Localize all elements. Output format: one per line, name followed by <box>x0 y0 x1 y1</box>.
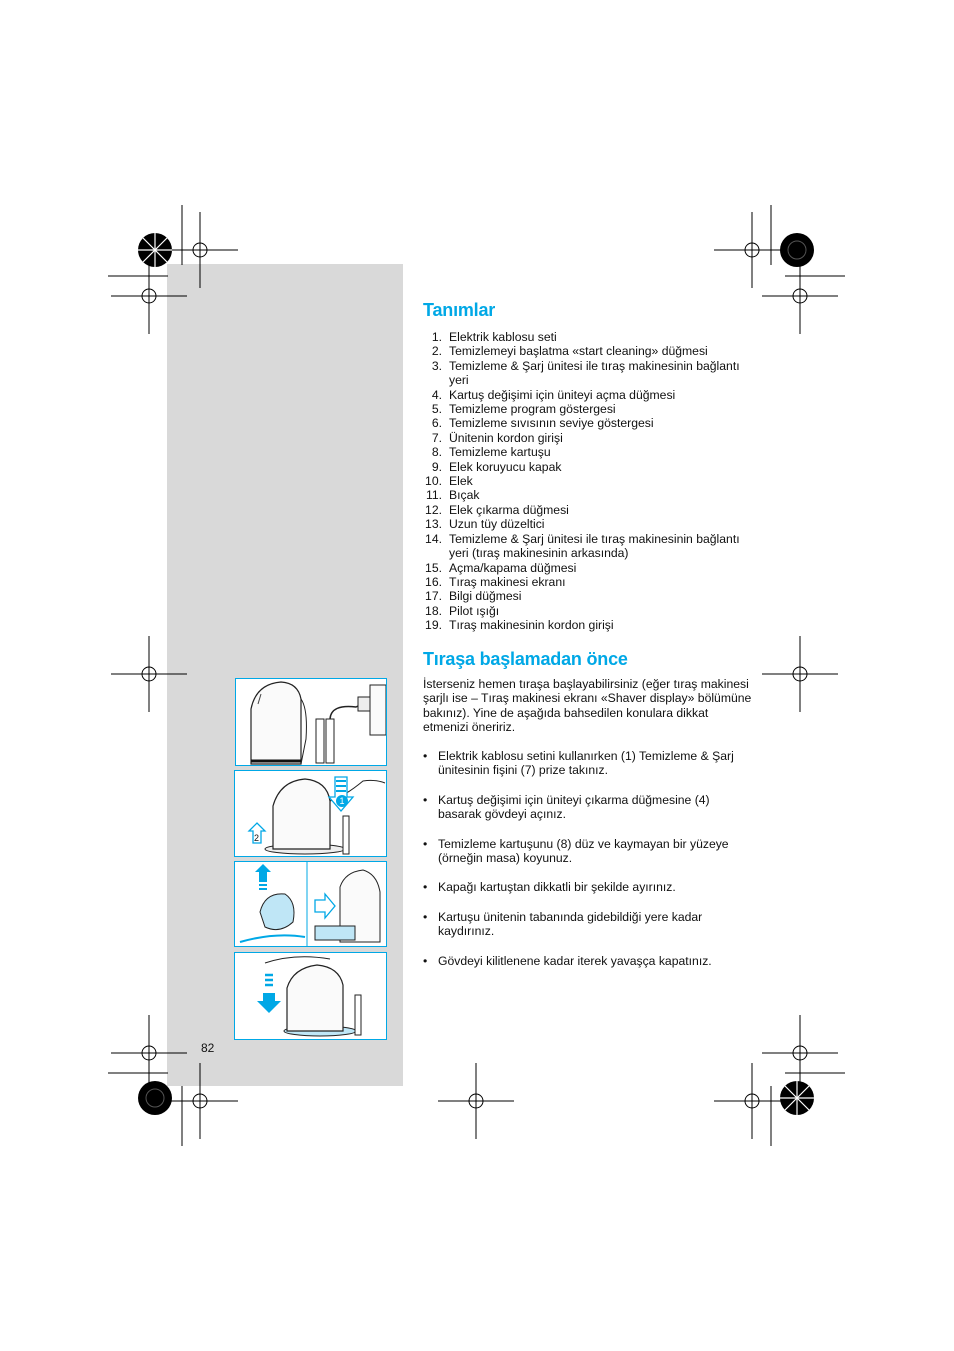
illustration-close-unit <box>235 953 386 1039</box>
list-item: 14. Temizleme & Şarj ünitesi ile tıraş makinesinin bağlantı yeri (tıraş makinesinin arkasında) <box>425 531 740 561</box>
section-title-definitions: Tanımlar <box>423 300 496 320</box>
list-item: • Kapağı kartuştan dikkatli bir şekilde ayırınız. <box>423 880 676 895</box>
steps-list <box>423 749 753 983</box>
list-item: 3. Temizleme & Şarj ünitesi ile tıraş makinesinin bağlantı yeri <box>431 358 740 388</box>
list-item: • Gövdeyi kilitlenene kadar iterek yavaşça kapatınız. <box>423 953 712 968</box>
list-item: • Temizleme kartuşunu (8) düz ve kaymayan bir yüzeye (örneğin masa) koyunuz. <box>423 836 729 866</box>
list-item: 18. Pilot ışığı <box>425 603 500 618</box>
list-item: 10. Elek <box>425 474 473 489</box>
page-number: 82 <box>201 1041 215 1055</box>
list-item: 8. Temizleme kartuşu <box>431 445 551 460</box>
figure-plug-in <box>235 678 387 766</box>
illustration-open-unit <box>235 771 386 856</box>
callout-number-1: 1 <box>336 795 348 807</box>
list-item: 17. Bilgi düğmesi <box>425 589 522 604</box>
list-item: 6. Temizleme sıvısının seviye göstergesi <box>431 416 654 431</box>
list-item: • Elektrik kablosu setini kullanırken (1) Temizleme & Şarj ünitesinin fişini (7) prize takınız. <box>423 749 734 778</box>
list-item: 16. Tıraş makinesi ekranı <box>425 574 566 589</box>
callout-number-2: 2 <box>254 833 260 843</box>
figure-close-unit <box>234 952 387 1040</box>
definitions-list <box>423 330 753 633</box>
list-item: 9. Elek koruyucu kapak <box>431 459 562 474</box>
list-item: • Kartuş değişimi için üniteyi çıkarma düğmesine (4) basarak gövdeyi açınız. <box>423 792 710 822</box>
list-item: 15. Açma/kapama düğmesi <box>425 560 577 575</box>
list-item: 19. Tıraş makinesinin kordon girişi <box>425 618 614 633</box>
list-item: 5. Temizleme program göstergesi <box>431 402 616 417</box>
illustration-cartridge <box>235 862 386 946</box>
section-title-before-shaving: Tıraşa başlamadan önce <box>423 649 628 669</box>
list-item: 7. Ünitenin kordon girişi <box>431 430 563 445</box>
list-item: • Kartuşu ünitenin tabanında gidebildiği yere kadar kaydırınız. <box>423 909 703 939</box>
list-item: 4. Kartuş değişimi için üniteyi açma düğmesi <box>431 387 676 402</box>
figure-cartridge <box>234 861 387 947</box>
figure-open-unit <box>234 770 387 857</box>
list-item: 13. Uzun tüy düzeltici <box>425 517 545 532</box>
illustration-unit-plug <box>236 679 386 765</box>
list-item: 12. Elek çıkarma düğmesi <box>425 502 569 517</box>
intro-paragraph: İsterseniz hemen tıraşa başlayabilirsiniz (eğer tıraş makinesi şarjlı ise – Tıraş makinesi ekranı «Shaver display» bölümüne bakınız). Yine de aşağıda bahsedilen konulara dikkat etmenizi öneririz. <box>423 677 752 735</box>
list-item: 1. Elektrik kablosu seti <box>431 330 557 344</box>
list-item: 11. Bıçak <box>425 488 480 503</box>
list-item: 2. Temizlemeyi başlatma «start cleaning» düğmesi <box>431 344 708 359</box>
